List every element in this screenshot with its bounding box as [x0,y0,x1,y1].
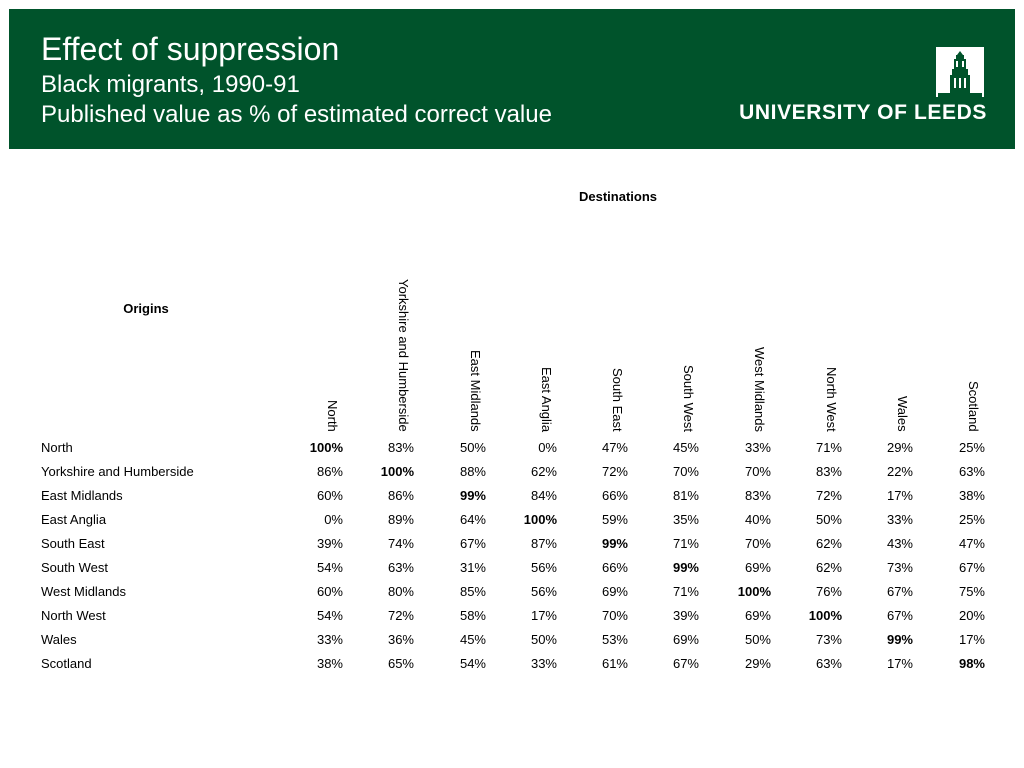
table-cell: 70% [601,608,628,623]
table-cell: 33% [530,656,557,671]
table-cell: 31% [459,560,486,575]
header-banner [9,9,1015,149]
table-cell: 62% [815,560,842,575]
table-cell: 36% [387,632,414,647]
table-cell: 100% [808,608,842,623]
column-header: Wales [895,396,910,432]
table-cell: 33% [744,440,771,455]
destinations-label: Destinations [578,189,657,204]
table-cell: 17% [530,608,557,623]
table-cell: 69% [601,584,628,599]
table-cell: 17% [886,488,913,503]
row-label: Wales [41,632,77,647]
table-cell: 87% [530,536,557,551]
table-row [0,604,1024,628]
table-cell: 64% [459,512,486,527]
table-cell: 88% [459,464,486,479]
university-logo-text: UNIVERSITY OF LEEDS [739,101,987,124]
table-cell: 98% [958,656,985,671]
university-tower-icon [936,47,984,97]
table-cell: 86% [316,464,343,479]
table-row [0,508,1024,532]
table-cell: 63% [958,464,985,479]
table-row [0,628,1024,652]
table-cell: 50% [530,632,557,647]
table-cell: 71% [672,584,699,599]
table-cell: 22% [886,464,913,479]
row-label: South East [41,536,105,551]
table-cell: 84% [530,488,557,503]
table-cell: 76% [815,584,842,599]
table-cell: 99% [886,632,913,647]
table-cell: 81% [672,488,699,503]
table-cell: 67% [886,608,913,623]
page-subtitle-secondary: Published value as % of estimated correct value [41,101,552,128]
table-cell: 47% [601,440,628,455]
table-cell: 66% [601,560,628,575]
table-cell: 73% [815,632,842,647]
table-cell: 17% [886,656,913,671]
table-cell: 69% [672,632,699,647]
table-cell: 25% [958,512,985,527]
row-label: North West [41,608,106,623]
row-label: East Midlands [41,488,123,503]
table-cell: 33% [316,632,343,647]
page-title: Effect of suppression [41,31,340,67]
table-cell: 56% [530,560,557,575]
table-cell: 25% [958,440,985,455]
table-cell: 38% [958,488,985,503]
table-cell: 67% [459,536,486,551]
table-cell: 83% [387,440,414,455]
table-cell: 99% [601,536,628,551]
table-row [0,436,1024,460]
table-cell: 47% [958,536,985,551]
column-header: Yorkshire and Humberside [396,279,411,432]
table-cell: 100% [380,464,414,479]
table-cell: 60% [316,584,343,599]
table-cell: 65% [387,656,414,671]
column-header: North West [824,367,839,432]
table-cell: 72% [815,488,842,503]
table-cell: 35% [672,512,699,527]
table-cell: 73% [886,560,913,575]
table-row [0,556,1024,580]
table-row [0,580,1024,604]
table-cell: 60% [316,488,343,503]
table-cell: 99% [459,488,486,503]
table-cell: 69% [744,560,771,575]
table-cell: 54% [459,656,486,671]
column-header: East Midlands [468,350,483,432]
table-cell: 80% [387,584,414,599]
table-row [0,460,1024,484]
row-label: Yorkshire and Humberside [41,464,194,479]
table-cell: 54% [316,560,343,575]
column-header: East Anglia [539,366,554,432]
table-row [0,484,1024,508]
table-cell: 45% [672,440,699,455]
row-label: North [41,440,73,455]
table-cell: 100% [309,440,343,455]
table-cell: 67% [672,656,699,671]
row-label: Scotland [41,656,92,671]
column-header: North [325,400,340,432]
table-cell: 20% [958,608,985,623]
row-label: South West [41,560,108,575]
table-cell: 50% [744,632,771,647]
table-cell: 40% [744,512,771,527]
column-header: West Midlands [752,346,767,432]
table-cell: 50% [459,440,486,455]
table-cell: 33% [886,512,913,527]
table-cell: 85% [459,584,486,599]
column-header: South West [681,365,696,432]
table-cell: 62% [815,536,842,551]
table-cell: 58% [459,608,486,623]
table-cell: 0% [324,512,343,527]
table-cell: 38% [316,656,343,671]
table-cell: 70% [744,536,771,551]
table-cell: 43% [886,536,913,551]
table-cell: 72% [387,608,414,623]
table-cell: 100% [523,512,557,527]
table-cell: 86% [387,488,414,503]
table-cell: 99% [672,560,699,575]
column-header: South East [610,368,625,432]
table-cell: 63% [815,656,842,671]
table-row [0,652,1024,676]
table-cell: 59% [601,512,628,527]
table-cell: 83% [815,464,842,479]
table-cell: 100% [737,584,771,599]
table-cell: 29% [744,656,771,671]
table-cell: 75% [958,584,985,599]
table-row [0,532,1024,556]
row-label: East Anglia [41,512,107,527]
table-cell: 54% [316,608,343,623]
origins-label: Origins [123,301,169,316]
table-cell: 67% [958,560,985,575]
table-cell: 39% [316,536,343,551]
table-cell: 50% [815,512,842,527]
table-cell: 39% [672,608,699,623]
table-cell: 72% [601,464,628,479]
table-cell: 83% [744,488,771,503]
table-cell: 89% [387,512,414,527]
table-cell: 0% [538,440,557,455]
column-header: Scotland [966,381,981,432]
table-cell: 71% [672,536,699,551]
table-cell: 70% [672,464,699,479]
table-cell: 29% [886,440,913,455]
table-cell: 70% [744,464,771,479]
table-cell: 71% [815,440,842,455]
table-cell: 69% [744,608,771,623]
table-cell: 63% [387,560,414,575]
table-cell: 17% [958,632,985,647]
page-subtitle: Black migrants, 1990-91 [41,71,300,98]
table-cell: 66% [601,488,628,503]
table-cell: 53% [601,632,628,647]
table-cell: 62% [530,464,557,479]
table-cell: 67% [886,584,913,599]
table-cell: 45% [459,632,486,647]
table-cell: 56% [530,584,557,599]
table-cell: 61% [601,656,628,671]
row-label: West Midlands [41,584,127,599]
table-cell: 74% [387,536,414,551]
